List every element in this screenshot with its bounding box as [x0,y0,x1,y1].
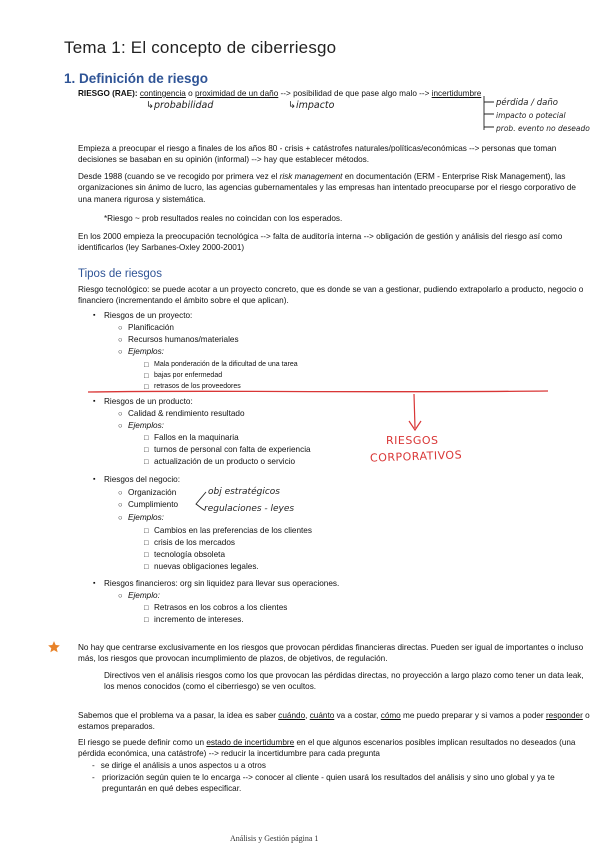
paragraph-2000: En los 2000 empieza la preocupación tecnológica --> falta de auditoría interna --> obligación de gestión y análisis del riesgo así como identificarlos (ley Sarbanes-Oxley 2000-2001) [78,232,563,253]
term-cuando: cuándo [278,711,306,720]
sub-calidad: ○ Calidad & rendimiento resultado [128,408,245,419]
sub-ejemplo-financieros: ○ Ejemplo: [128,590,160,601]
dash-text-1: se dirige el análisis a unos aspectos u a otros [100,761,266,770]
handnote-obj-estrategicos: obj estratégicos [208,487,280,497]
p2-end: en documentación (ERM - Enterprise Risk Management), las organizaciones sin ánimo de lucro, las agencias gubernamentales y las empresas han intentado preocuparse por el riesgo corporativo de una manera rigurosa y sistemática. [78,172,576,204]
ejemplo-negocio-3: □ tecnología obsoleta [154,550,225,560]
term-estado-incertidumbre: estado de incertidumbre [206,738,295,747]
handnote-perdida: pérdida / daño [496,98,558,108]
ejemplo-negocio-1: □ Cambios en las preferencias de los clientes [154,526,312,536]
handnote-impacto: ↳impacto [288,100,335,111]
sub-recursos: ○ Recursos humanos/materiales [128,334,239,345]
sabemos-b: , [305,711,310,720]
ejemplo-proyecto-2: □ bajas por enfermedad [154,371,222,381]
handnote-corporativos: CORPORATIVOS [369,448,463,465]
sub-cumplimiento: ○ Cumplimiento [128,499,178,510]
riesgo-rae-lead: RIESGO (RAE): [78,89,140,98]
term-como: cómo [380,711,401,720]
paragraph-directivos: Directivos ven el análisis riesgos como los que provocan las pérdidas directas, no proyección a largo plazo como tener un data leak, los menos conocidos (como el ciberriesgo) se ven ocultos. [104,671,584,692]
ejemplo-proyecto-1: □ Mala ponderación de la dificultad de una tarea [154,360,298,370]
handnote-probabilidad: ↳probabilidad [146,100,214,111]
ejemplo-negocio-4: □ nuevas obligaciones legales. [154,562,259,572]
paragraph-preocupacion: Empieza a preocupar el riesgo a finales de los años 80 - crisis + catástrofes naturales/políticas/económicas --> personas que toman decisiones se basaban en su opinión (informal) --> hay que establecer métodos. [78,144,557,165]
dash-item-1: - se dirige el análisis a unos aspectos u a otros [92,761,266,770]
sabemos-e: o estamos preparados. [78,711,590,732]
term-responder: responder [545,711,583,720]
riesgo-def-b: en el que algunos escenarios posibles implican resultados no deseados (una pérdida económica, una catástrofe) --> reducir la incertidumbre para cada pregunta [78,738,576,759]
bullet-riesgos-proyecto: ▪ Riesgos de un proyecto: [104,310,192,321]
ejemplo-financieros-1: □ Retrasos en los cobros a los clientes [154,603,287,613]
paragraph-riesgo-tecnologico: Riesgo tecnológico: se puede acotar a un proyecto concreto, que es donde se van a gestionar, pudiendo extrapolarlo a producto, negocio o financiero (incrementando el ámbito sobre el que aplican). [78,285,584,306]
paragraph-no-centrarse: No hay que centrarse exclusivamente en los riesgos que provocan pérdidas financieras directas. Pueden ser igual de importantes o incluso más, los riesgos que provocan incumplimiento de plazos, de objetivos, de regulación. [78,643,584,664]
term-incertidumbre: incertidumbre [431,89,482,98]
section-heading-tipos: Tipos de riesgos [78,268,162,280]
ejemplo-proyecto-3: □ retrasos de los proveedores [154,382,241,392]
ejemplo-producto-2: □ turnos de personal con falta de experiencia [154,445,311,455]
bullet-riesgos-producto: ▪ Riesgos de un producto: [104,396,193,407]
section-heading-definicion: 1. Definición de riesgo [64,71,209,86]
sabemos-d: me puedo preparar y si vamos a poder [400,711,546,720]
dash-item-2: - priorización según quien te lo encarga --> conocer al cliente - quien usará los resultados del análisis y sino uno global y ya te preguntarán en qué debes especificar. [92,772,590,795]
text-o: o [185,89,195,98]
paragraph-riesgo-note: *Riesgo ~ prob resultados reales no coincidan con los esperados. [104,214,343,223]
bullet-riesgos-financieros: ▪ Riesgos financieros: org sin liquidez para llevar sus operaciones. [104,578,339,589]
riesgo-def-a: El riesgo se puede definir como un [78,738,207,747]
dash-text-2: priorización según quien te lo encarga --> conocer al cliente - quien usará los resultados del análisis y sino uno global y ya te preguntarán en qué debes especificar. [102,773,555,794]
ejemplo-financieros-2: □ incremento de intereses. [154,615,244,625]
sub-ejemplos-proyecto: ○ Ejemplos: [128,346,164,357]
handnote-impacto-potencial: impacto o potecial [496,111,566,120]
bullet-riesgos-negocio: ▪ Riesgos del negocio: [104,474,180,485]
sub-organizacion: ○ Organización [128,487,176,498]
ejemplo-negocio-2: □ crisis de los mercados [154,538,235,548]
term-contingencia: contingencia [139,89,186,98]
ejemplo-producto-1: □ Fallos en la maquinaria [154,433,239,443]
sabemos-c: va a costar, [334,711,381,720]
handnote-prob-evento: prob. evento no deseado [496,124,590,133]
handnote-riesgos: RIESGOS [386,434,439,447]
term-proximidad: proximidad de un daño [194,89,279,98]
ejemplo-producto-3: □ actualización de un producto o servicio [154,457,295,467]
handnote-regulaciones: regulaciones - leyes [204,504,295,514]
p2-start: Desde 1988 (cuando se ve recogido por primera vez el [78,172,280,181]
page-footer: Análisis y Gestión página 1 [230,834,319,843]
sub-planificacion: ○ Planificación [128,322,174,333]
page-title: Tema 1: El concepto de ciberriesgo [64,38,337,57]
sub-ejemplos-producto: ○ Ejemplos: [128,420,164,431]
sub-ejemplos-negocio: ○ Ejemplos: [128,512,164,523]
term-cuanto: cuánto [309,711,335,720]
term-risk-management: risk management [279,172,343,181]
sabemos-a: Sabemos que el problema va a pasar, la idea es saber [78,711,279,720]
text-posibilidad: --> posibilidad de que pase algo malo --> [278,89,432,98]
